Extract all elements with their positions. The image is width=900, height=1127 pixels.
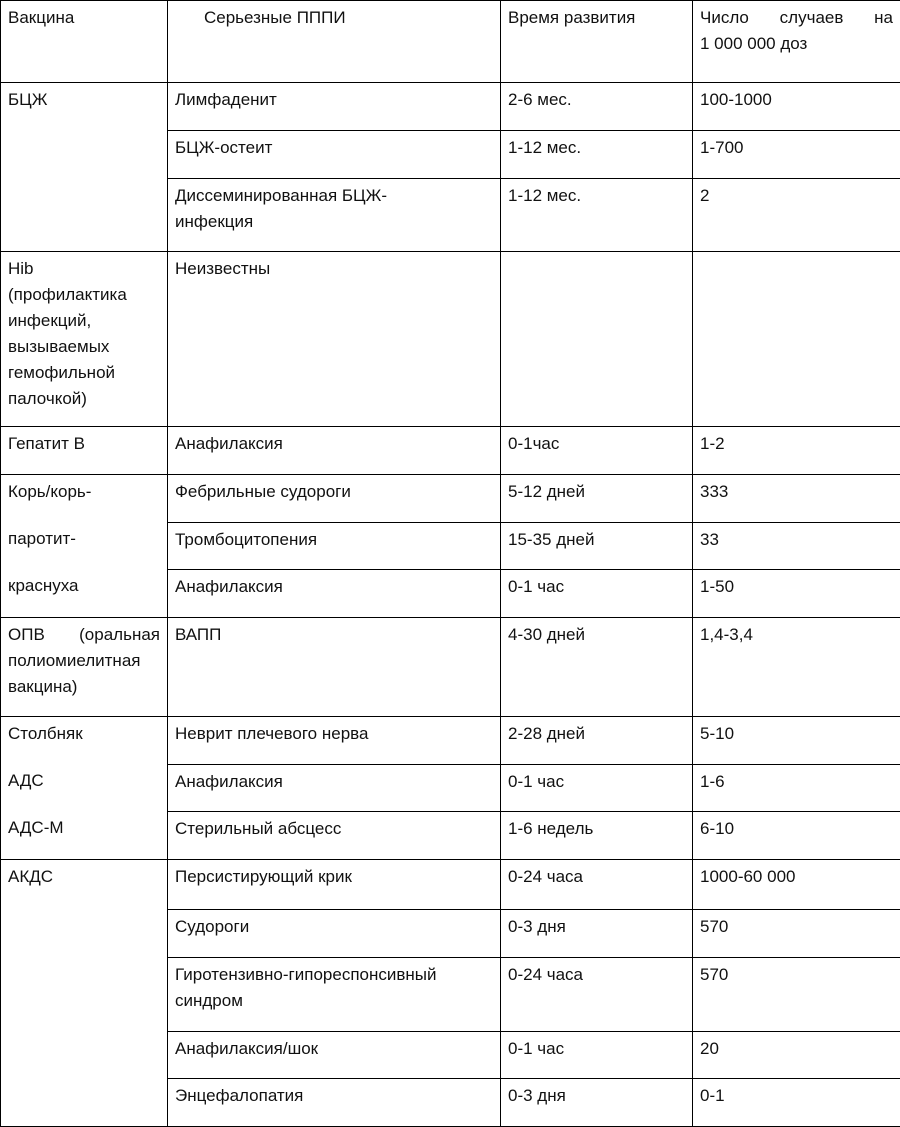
vaccine-cell-hib — [1, 252, 168, 427]
vaccine-line: Столбняк — [8, 724, 83, 743]
vaccine-line: инфекций, — [8, 311, 92, 330]
reaction-line: инфекция — [175, 212, 254, 231]
cases-cell: 0-1 — [693, 1079, 900, 1127]
vaccine-line: вакцина) — [8, 677, 78, 696]
cases-cell: 6-10 — [693, 812, 900, 860]
reaction-cell: Стерильный абсцесс — [168, 812, 501, 860]
cases-cell: 570 — [693, 958, 900, 1032]
reaction-cell: Тромбоцитопения — [168, 523, 501, 570]
onset-cell: 1-12 мес. — [501, 179, 693, 252]
vaccine-cell-opv — [1, 618, 168, 717]
cases-cell: 100-1000 — [693, 83, 900, 131]
reaction-cell: ВАПП — [168, 618, 501, 717]
header-cases-line1: Число случаев на — [700, 8, 893, 27]
header-reactions: Серьезные ПППИ — [168, 1, 501, 83]
onset-cell: 15-35 дней — [501, 523, 693, 570]
table-row — [1, 618, 900, 717]
cases-cell: 1-2 — [693, 427, 900, 475]
table-row — [1, 717, 900, 765]
onset-cell: 2-28 дней — [501, 717, 693, 765]
reaction-cell: Персистирующий крик — [168, 860, 501, 910]
table-row — [1, 83, 900, 131]
table-row — [1, 427, 900, 475]
onset-cell: 5-12 дней — [501, 475, 693, 523]
reaction-cell: Неврит плечевого нерва — [168, 717, 501, 765]
reaction-line: синдром — [175, 991, 243, 1010]
onset-cell — [501, 252, 693, 427]
vaccine-cell-tetanus — [1, 717, 168, 860]
vaccine-line: (профилактика — [8, 285, 127, 304]
reaction-cell: Судороги — [168, 910, 501, 958]
onset-cell: 4-30 дней — [501, 618, 693, 717]
reaction-cell: Лимфаденит — [168, 83, 501, 131]
cases-cell — [693, 252, 900, 427]
cases-cell: 1-50 — [693, 570, 900, 618]
onset-cell: 1-6 недель — [501, 812, 693, 860]
onset-cell: 0-1 час — [501, 765, 693, 812]
cases-cell: 5-10 — [693, 717, 900, 765]
header-cases-line2: 1 000 000 доз — [700, 34, 808, 53]
onset-cell: 1-12 мес. — [501, 131, 693, 179]
onset-cell: 0-3 дня — [501, 1079, 693, 1127]
onset-cell: 0-1 час — [501, 570, 693, 618]
vaccine-line: АДС-М — [8, 818, 64, 837]
onset-cell: 0-1час — [501, 427, 693, 475]
onset-cell: 0-24 часа — [501, 860, 693, 910]
reaction-cell: Неизвестны — [168, 252, 501, 427]
reaction-cell: Анафилаксия/шок — [168, 1032, 501, 1079]
reaction-line: Гиротензивно-гипореспонсивный — [175, 965, 437, 984]
vaccine-line: АДС — [8, 771, 44, 790]
vaccine-cell-mmr — [1, 475, 168, 618]
cases-cell: 33 — [693, 523, 900, 570]
cases-cell: 570 — [693, 910, 900, 958]
reaction-cell: Фебрильные судороги — [168, 475, 501, 523]
table-row — [1, 860, 900, 910]
header-row — [1, 1, 900, 83]
reaction-cell: Анафилаксия — [168, 427, 501, 475]
header-vaccine: Вакцина — [1, 1, 168, 83]
vaccine-line: гемофильной — [8, 363, 116, 382]
reaction-cell: БЦЖ-остеит — [168, 131, 501, 179]
vaccine-line: вызываемых — [8, 337, 110, 356]
onset-cell: 2-6 мес. — [501, 83, 693, 131]
cases-cell: 1-700 — [693, 131, 900, 179]
reaction-cell: Анафилаксия — [168, 570, 501, 618]
reaction-cell — [168, 179, 501, 252]
cases-cell: 1,4-3,4 — [693, 618, 900, 717]
cases-cell: 20 — [693, 1032, 900, 1079]
vaccine-line: Корь/корь- — [8, 482, 92, 501]
cases-cell: 333 — [693, 475, 900, 523]
onset-cell: 0-3 дня — [501, 910, 693, 958]
vaccine-line: Hib — [8, 259, 34, 278]
vaccine-cell-hepb: Гепатит В — [1, 427, 168, 475]
reaction-cell: Энцефалопатия — [168, 1079, 501, 1127]
cases-cell: 1000-60 000 — [693, 860, 900, 910]
header-cases — [693, 1, 900, 83]
reaction-line: Диссеминированная БЦЖ- — [175, 186, 387, 205]
onset-cell: 0-1 час — [501, 1032, 693, 1079]
table-row — [1, 252, 900, 427]
cases-cell: 1-6 — [693, 765, 900, 812]
table-row — [1, 475, 900, 523]
header-onset: Время развития — [501, 1, 693, 83]
vaccine-line: полиомиелитная — [8, 651, 141, 670]
vaccine-line: ОПВ (оральная — [8, 625, 160, 644]
vaccine-line: паротит- — [8, 529, 76, 548]
vaccine-cell-bcg: БЦЖ — [1, 83, 168, 252]
reaction-cell: Анафилаксия — [168, 765, 501, 812]
vaccine-line: краснуха — [8, 576, 79, 595]
vaccine-cell-dtp: АКДС — [1, 860, 168, 1127]
reaction-cell — [168, 958, 501, 1032]
vaccine-line: палочкой) — [8, 389, 87, 408]
onset-cell: 0-24 часа — [501, 958, 693, 1032]
cases-cell: 2 — [693, 179, 900, 252]
